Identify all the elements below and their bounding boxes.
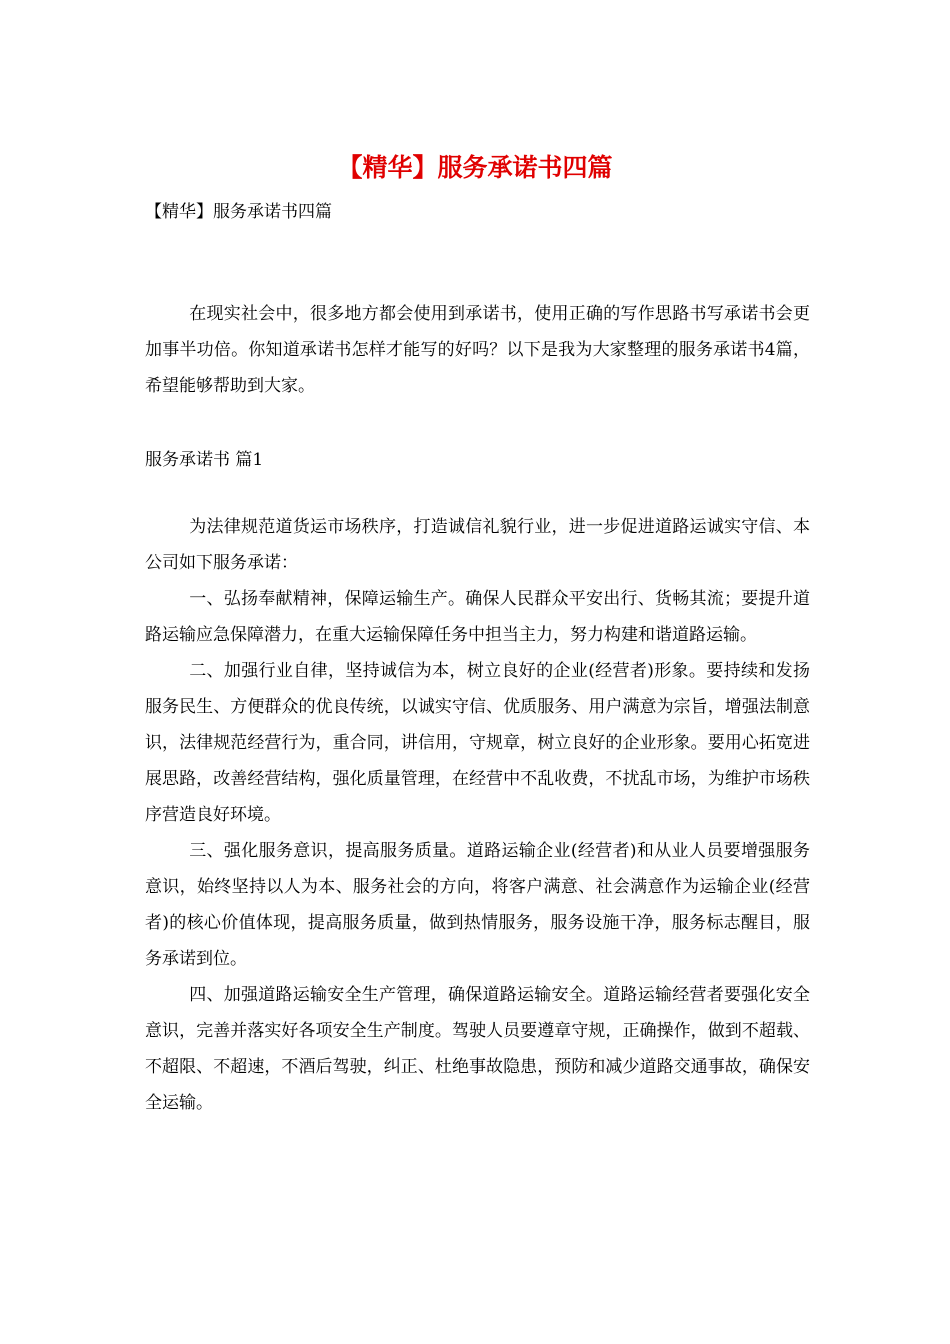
- main-section: [145, 509, 810, 1121]
- paragraph-preamble: 为法律规范道货运市场秩序，打造诚信礼貌行业，进一步促进道路运诚实守信、本公司如下服务承诺：: [145, 517, 810, 573]
- paragraph-item-1: 一、弘扬奉献精神，保障运输生产。确保人民群众平安出行、货畅其流；要提升道路运输应急保障潜力，在重大运输保障任务中担当主力，努力构建和谐道路运输。: [145, 589, 810, 645]
- intro-section: [145, 296, 810, 404]
- section-heading: 服务承诺书 篇1: [145, 450, 264, 470]
- paragraph-item-3: 三、强化服务意识，提高服务质量。道路运输企业(经营者)和从业人员要增强服务意识，始终坚持以人为本、服务社会的方向，将客户满意、社会满意作为运输企业(经营者)的核心价值体现，提高服务质量，做到热情服务，服务设施干净，服务标志醒目，服务承诺到位。: [145, 841, 810, 969]
- document-subtitle: 【精华】服务承诺书四篇: [145, 202, 332, 222]
- intro-paragraph: 在现实社会中，很多地方都会使用到承诺书，使用正确的写作思路书写承诺书会更加事半功倍。你知道承诺书怎样才能写的好吗？以下是我为大家整理的服务承诺书4篇，希望能够帮助到大家。: [145, 304, 810, 396]
- document-title: 【精华】服务承诺书四篇: [337, 153, 613, 182]
- paragraph-item-4: 四、加强道路运输安全生产管理，确保道路运输安全。道路运输经营者要强化安全意识，完善并落实好各项安全生产制度。驾驶人员要遵章守规，正确操作，做到不超载、不超限、不超速，不酒后驾驶，纠正、杜绝事故隐患，预防和减少道路交通事故，确保安全运输。: [145, 985, 810, 1113]
- paragraph-item-2: 二、加强行业自律，坚持诚信为本，树立良好的企业(经营者)形象。要持续和发扬服务民生、方便群众的优良传统，以诚实守信、优质服务、用户满意为宗旨，增强法制意识，法律规范经营行为，重合同，讲信用，守规章，树立良好的企业形象。要用心拓宽进展思路，改善经营结构，强化质量管理，在经营中不乱收费，不扰乱市场，为维护市场秩序营造良好环境。: [145, 661, 810, 825]
